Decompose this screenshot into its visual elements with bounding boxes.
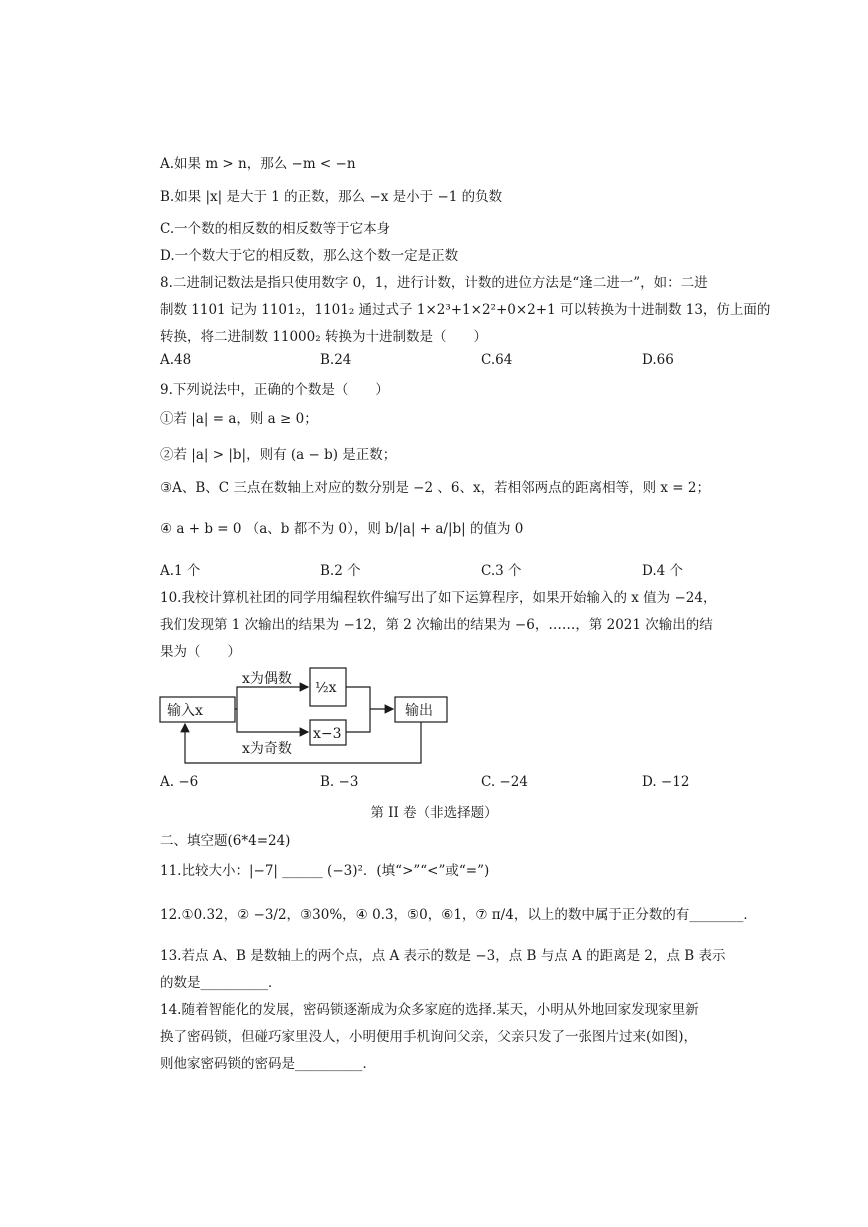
q7-option-d: D.一个数大于它的相反数，那么这个数一定是正数 [160,248,459,264]
q9-statement-3: ③A、B、C 三点在数轴上对应的数分别是 −2 、6、x，若相邻两点的距离相等，则 x = 2； [160,480,710,496]
q13-line-2: 的数是__________． [160,975,282,991]
section-heading: 二、填空题(6*4=24) [160,833,291,849]
minus3-label: x−3 [313,726,342,742]
q9-statement-2: ②若 |a| > |b|，则有 (a − b) 是正数； [160,447,397,463]
odd-label: x为奇数 [242,741,292,757]
q10-line-2: 我们发现第 1 次输出的结果为 −12，第 2 次输出的结果为 −6，……，第 2021 次输出的结 [160,617,713,633]
q10-choice-c: C. −24 [481,774,528,790]
q9-choice-d: D.4 个 [642,563,684,579]
output-label: 输出 [405,703,433,719]
q7-option-b: B.如果 |x| 是大于 1 的正数，那么 −x 是小于 −1 的负数 [160,189,503,205]
q7-option-a: A.如果 m > n，那么 −m < −n [160,156,356,172]
q8-choice-c: C.64 [481,352,513,368]
q9-statement-1: ①若 |a| = a，则 a ≥ 0； [160,411,318,427]
q10-choice-a: A. −6 [160,774,199,790]
half-label: ½x [315,680,337,696]
program-flowchart [150,660,460,772]
q9-choice-a: A.1 个 [160,563,201,579]
q13-line-1: 13.若点 A、B 是数轴上的两个点，点 A 表示的数是 −3，点 B 与点 A 的距离是 2，点 B 表示 [160,948,726,964]
q9-choice-b: B.2 个 [320,563,361,579]
q11-text: 11.比较大小：|−7| ______ (−3)²．(填“>”“<”或“=”) [160,863,490,879]
q8-choice-d: D.66 [642,352,674,368]
q10-choice-d: D. −12 [642,774,690,790]
q9-stem: 9.下列说法中，正确的个数是（ ） [160,382,389,398]
q8-choice-a: A.48 [160,352,192,368]
q8-choice-b: B.24 [320,352,352,368]
q9-statement-4: ④ a + b = 0 （a、b 都不为 0），则 b/|a| + a/|b| 的值为 0 [160,521,524,537]
q10-line-1: 10.我校计算机社团的同学用编程软件编写出了如下运算程序，如果开始输入的 x 值为 −24， [160,590,717,606]
q14-line-2: 换了密码锁，但碰巧家里没人，小明便用手机询问父亲，父亲只发了一张图片过来(如图)， [160,1029,698,1045]
q10-choice-b: B. −3 [320,774,359,790]
q10-line-3: 果为（ ） [160,644,241,660]
q14-line-1: 14.随着智能化的发展，密码锁逐渐成为众多家庭的选择.某天，小明从外地回家发现家里新 [160,1002,699,1018]
q8-line-2: 制数 1101 记为 1101₂，1101₂ 通过式子 1×2³+1×2²+0×2+1 可以转换为十进制数 13，仿上面的 [160,302,771,318]
q7-option-c: C.一个数的相反数的相反数等于它本身 [160,221,391,237]
q9-choice-c: C.3 个 [481,563,522,579]
q14-line-3: 则他家密码锁的密码是__________． [160,1056,376,1072]
q12-text: 12.①0.32，② −3/2，③30%，④ 0.3̇，⑤0，⑥1，⑦ π/4，以上的数中属于正分数的有________． [160,907,757,923]
q8-line-3: 转换，将二进制数 11000₂ 转换为十进制数是（ ） [160,329,487,345]
q8-line-1: 8.二进制记数法是指只使用数字 0，1，进行计数，计数的进位方法是“逢二进一”，如：二进 [160,275,708,291]
input-label: 输入x [167,703,203,719]
even-label: x为偶数 [242,671,292,687]
section-title: 第 II 卷（非选择题） [370,805,498,821]
